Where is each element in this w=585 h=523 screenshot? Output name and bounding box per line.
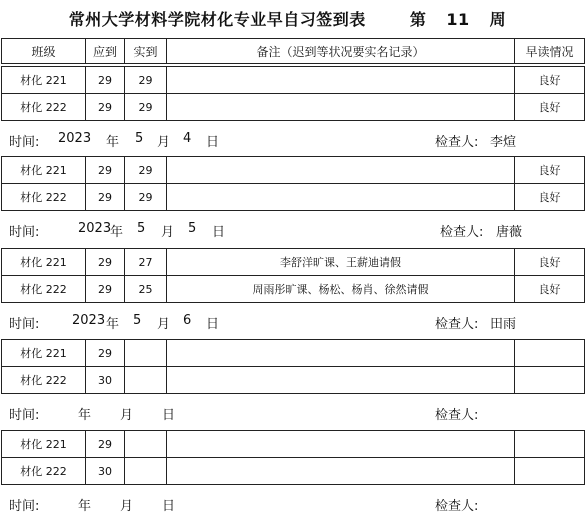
- date-day: 5: [188, 221, 197, 236]
- expected-cell: 29: [86, 157, 125, 184]
- time-label: 时间:: [9, 408, 40, 423]
- class-cell: 材化 221: [2, 431, 86, 458]
- class-cell: 材化 221: [2, 340, 86, 367]
- expected-cell: 30: [86, 367, 125, 394]
- status-cell: 良好: [515, 94, 585, 121]
- year-label: 年: [78, 408, 92, 423]
- notes-cell: [167, 431, 515, 458]
- time-row: [0, 120, 585, 156]
- table-row: [2, 367, 585, 394]
- notes-cell: [167, 458, 515, 485]
- header-expected: 应到: [86, 39, 125, 64]
- table-row: [2, 184, 585, 211]
- class-cell: 材化 221: [2, 67, 86, 94]
- actual-cell: [125, 431, 167, 458]
- status-cell: 良好: [515, 184, 585, 211]
- time-label: 时间:: [9, 135, 40, 150]
- status-cell: 良好: [515, 157, 585, 184]
- table-row: [2, 431, 585, 458]
- time-row: [0, 210, 585, 246]
- actual-cell: 29: [125, 184, 167, 211]
- time-label: 时间:: [9, 499, 40, 514]
- week-suffix: 周: [489, 10, 507, 29]
- time-label: 时间:: [9, 317, 40, 332]
- class-cell: 材化 222: [2, 458, 86, 485]
- actual-cell: [125, 458, 167, 485]
- week-number: 11: [446, 10, 470, 29]
- actual-cell: 29: [125, 67, 167, 94]
- month-label: 月: [157, 317, 171, 332]
- table-row: [2, 340, 585, 367]
- actual-cell: 29: [125, 94, 167, 121]
- inspector-name: 田雨: [490, 317, 517, 332]
- day-label: 日: [206, 317, 220, 332]
- date-day: 4: [183, 131, 192, 146]
- day-label: 日: [162, 408, 176, 423]
- expected-cell: 29: [86, 249, 125, 276]
- status-cell: [515, 340, 585, 367]
- table-row: [2, 276, 585, 303]
- status-cell: [515, 431, 585, 458]
- actual-cell: 27: [125, 249, 167, 276]
- notes-cell: 周雨彤旷课、杨松、杨肖、徐然请假: [167, 276, 515, 303]
- expected-cell: 29: [86, 184, 125, 211]
- month-label: 月: [157, 135, 171, 150]
- expected-cell: 29: [86, 276, 125, 303]
- expected-cell: 29: [86, 431, 125, 458]
- day-label: 日: [212, 225, 226, 240]
- date-month: 5: [135, 131, 144, 146]
- actual-cell: 29: [125, 157, 167, 184]
- notes-cell: [167, 367, 515, 394]
- date-month: 5: [137, 221, 146, 236]
- table-row: [2, 67, 585, 94]
- week-prefix: 第: [409, 10, 427, 29]
- time-label: 时间:: [9, 225, 40, 240]
- day-label: 日: [206, 135, 220, 150]
- inspector-label: 检查人:: [435, 317, 479, 332]
- actual-cell: 25: [125, 276, 167, 303]
- class-cell: 材化 221: [2, 157, 86, 184]
- week-label: [400, 10, 516, 29]
- month-label: 月: [161, 225, 175, 240]
- month-label: 月: [120, 499, 134, 514]
- header-row: [2, 39, 585, 64]
- notes-cell: [167, 67, 515, 94]
- table-row: [2, 157, 585, 184]
- inspector-label: 检查人:: [435, 408, 479, 423]
- inspector-name: 唐薇: [496, 225, 523, 240]
- title-text: 常州大学材料学院材化专业早自习签到表: [68, 10, 366, 29]
- year-label: 年: [106, 317, 120, 332]
- expected-cell: 29: [86, 94, 125, 121]
- notes-cell: 李舒洋旷课、王薪迪请假: [167, 249, 515, 276]
- class-cell: 材化 222: [2, 184, 86, 211]
- status-cell: 良好: [515, 249, 585, 276]
- year-label: 年: [78, 499, 92, 514]
- time-row: [0, 302, 585, 338]
- sheet-title: [0, 0, 585, 38]
- table-row: [2, 249, 585, 276]
- date-day: 6: [183, 313, 192, 328]
- notes-cell: [167, 184, 515, 211]
- block-4-table: [1, 339, 585, 394]
- class-cell: 材化 221: [2, 249, 86, 276]
- table-row: [2, 458, 585, 485]
- table-row: [2, 94, 585, 121]
- header-actual: 实到: [125, 39, 167, 64]
- inspector-label: 检查人:: [435, 499, 479, 514]
- inspector-label: 检查人:: [435, 135, 479, 150]
- header-class: 班级: [2, 39, 86, 64]
- header-table: [1, 38, 585, 64]
- status-cell: 良好: [515, 276, 585, 303]
- year-label: 年: [110, 225, 124, 240]
- actual-cell: [125, 367, 167, 394]
- inspector-name: 李煊: [490, 135, 517, 150]
- notes-cell: [167, 157, 515, 184]
- time-row: [0, 484, 585, 520]
- time-row: [0, 393, 585, 429]
- class-cell: 材化 222: [2, 94, 86, 121]
- notes-cell: [167, 94, 515, 121]
- expected-cell: 30: [86, 458, 125, 485]
- date-year: 2023: [72, 313, 106, 328]
- block-2-table: [1, 156, 585, 211]
- notes-cell: [167, 340, 515, 367]
- day-label: 日: [162, 499, 176, 514]
- date-month: 5: [133, 313, 142, 328]
- date-year: 2023: [58, 131, 92, 146]
- block-1-table: [1, 66, 585, 121]
- expected-cell: 29: [86, 340, 125, 367]
- month-label: 月: [120, 408, 134, 423]
- header-status: 早读情况: [515, 39, 585, 64]
- status-cell: 良好: [515, 67, 585, 94]
- inspector-label: 检查人:: [440, 225, 484, 240]
- actual-cell: [125, 340, 167, 367]
- block-5-table: [1, 430, 585, 485]
- status-cell: [515, 458, 585, 485]
- class-cell: 材化 222: [2, 276, 86, 303]
- block-3-table: [1, 248, 585, 303]
- date-year: 2023: [78, 221, 112, 236]
- status-cell: [515, 367, 585, 394]
- expected-cell: 29: [86, 67, 125, 94]
- year-label: 年: [106, 135, 120, 150]
- header-notes: 备注（迟到等状况要实名记录）: [167, 39, 515, 64]
- class-cell: 材化 222: [2, 367, 86, 394]
